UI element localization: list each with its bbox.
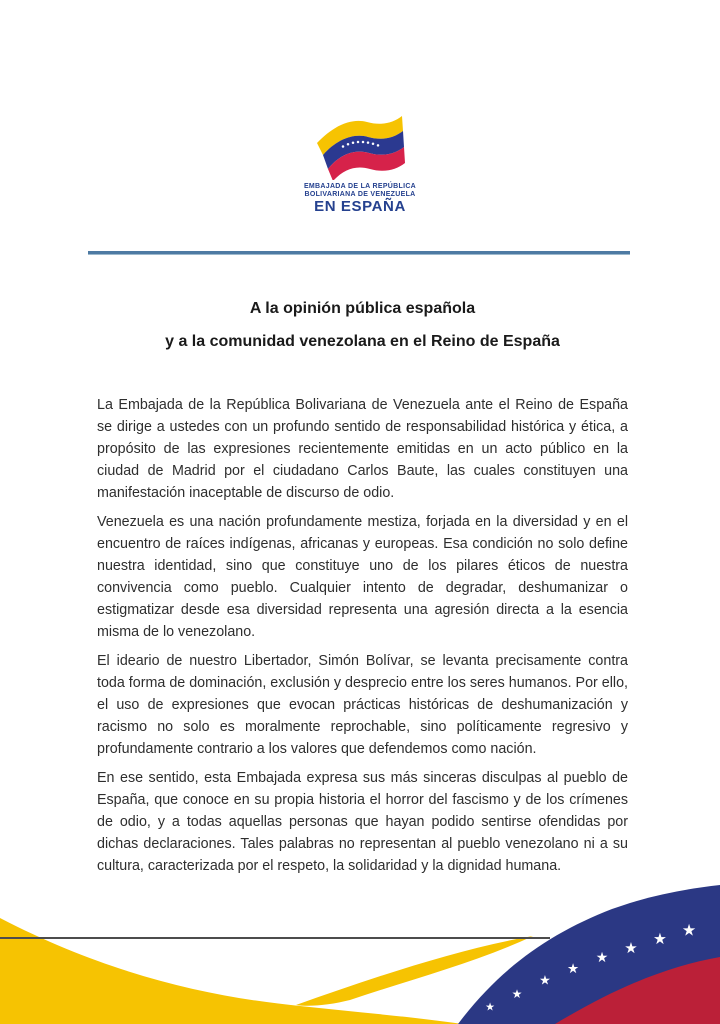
star-icon [342,145,345,148]
star-icon: ★ [595,950,609,966]
star-icon: ★ [485,1000,495,1014]
body-paragraph-2: Venezuela es una nación profundamente mestiza, forjada en la diversidad y en el encuentro de raíces indígenas, africanas y europeas. Esa condición no solo define nuestra identidad, sino que constituye uno de los pilares éticos de nuestra convivencia como pueblo. Cualquier intento de degradar, deshumanizar o estigmatizar desde esa diversidad representa una agresión directa a la esencia misma de lo venezolano. [97,514,628,640]
star-icon [372,143,375,146]
star-icon: ★ [539,973,551,989]
star-icon: ★ [653,930,667,948]
star-icon: ★ [681,920,697,940]
star-icon [377,144,380,147]
title-line1: A la opinión pública española [249,300,476,317]
star-icon: ★ [566,961,580,977]
document-title [95,292,630,358]
footer-flag-art [0,845,720,1024]
title-line2: y a la comunidad venezolana en el Reino de España [165,333,560,350]
star-icon: ★ [624,939,638,957]
logo-text-line3: EN ESPAÑA [314,198,406,215]
star-icon [352,142,355,145]
footer-rule-line [0,937,550,939]
star-icon [347,143,350,146]
footer-yellow-swoosh [0,918,462,1024]
embassy-flag-logo [314,112,406,180]
body-paragraph-3: El ideario de nuestro Libertador, Simón Bolívar, se levanta precisamente contra toda forma de dominación, exclusión y desprecio entre los seres humanos. Por ello, el uso de expresiones que evocan prácticas históricas de deshumanización y racismo no solo es moralmente reprochable, sino políticamente regresivo y profundamente contrario a los valores que defendemos como nación. [97,653,628,757]
star-icon [357,141,360,144]
star-icon: ★ [511,987,523,1001]
header-divider-line [88,251,630,255]
logo-text-line2: BOLIVARIANA DE VENEZUELA [304,191,416,198]
star-icon [362,141,365,144]
document-body [97,394,628,884]
logo-text-line1: EMBAJADA DE LA REPÚBLICA [303,183,417,190]
body-paragraph-4: En ese sentido, esta Embajada expresa sus más sinceras disculpas al pueblo de España, que conoce en su propia historia el horror del fascismo y de los crímenes de odio, y a todas aquellas personas que hayan podido sentirse ofendidas por dichas declaraciones. Tales palabras no representan al pueblo venezolano ni a su cultura, caracterizada por el respeto, la solidaridad y la dignidad humana. [97,770,628,874]
star-icon [367,141,370,144]
body-paragraph-1: La Embajada de la República Bolivariana de Venezuela ante el Reino de España se dirige a ustedes con un profundo sentido de responsabilidad histórica y ética, a propósito de las expresiones recientemente emitidas en un acto público en la ciudad de Madrid por el ciudadano Carlos Baute, las cuales constituyen una manifestación inaceptable de discurso de odio. [97,397,628,501]
